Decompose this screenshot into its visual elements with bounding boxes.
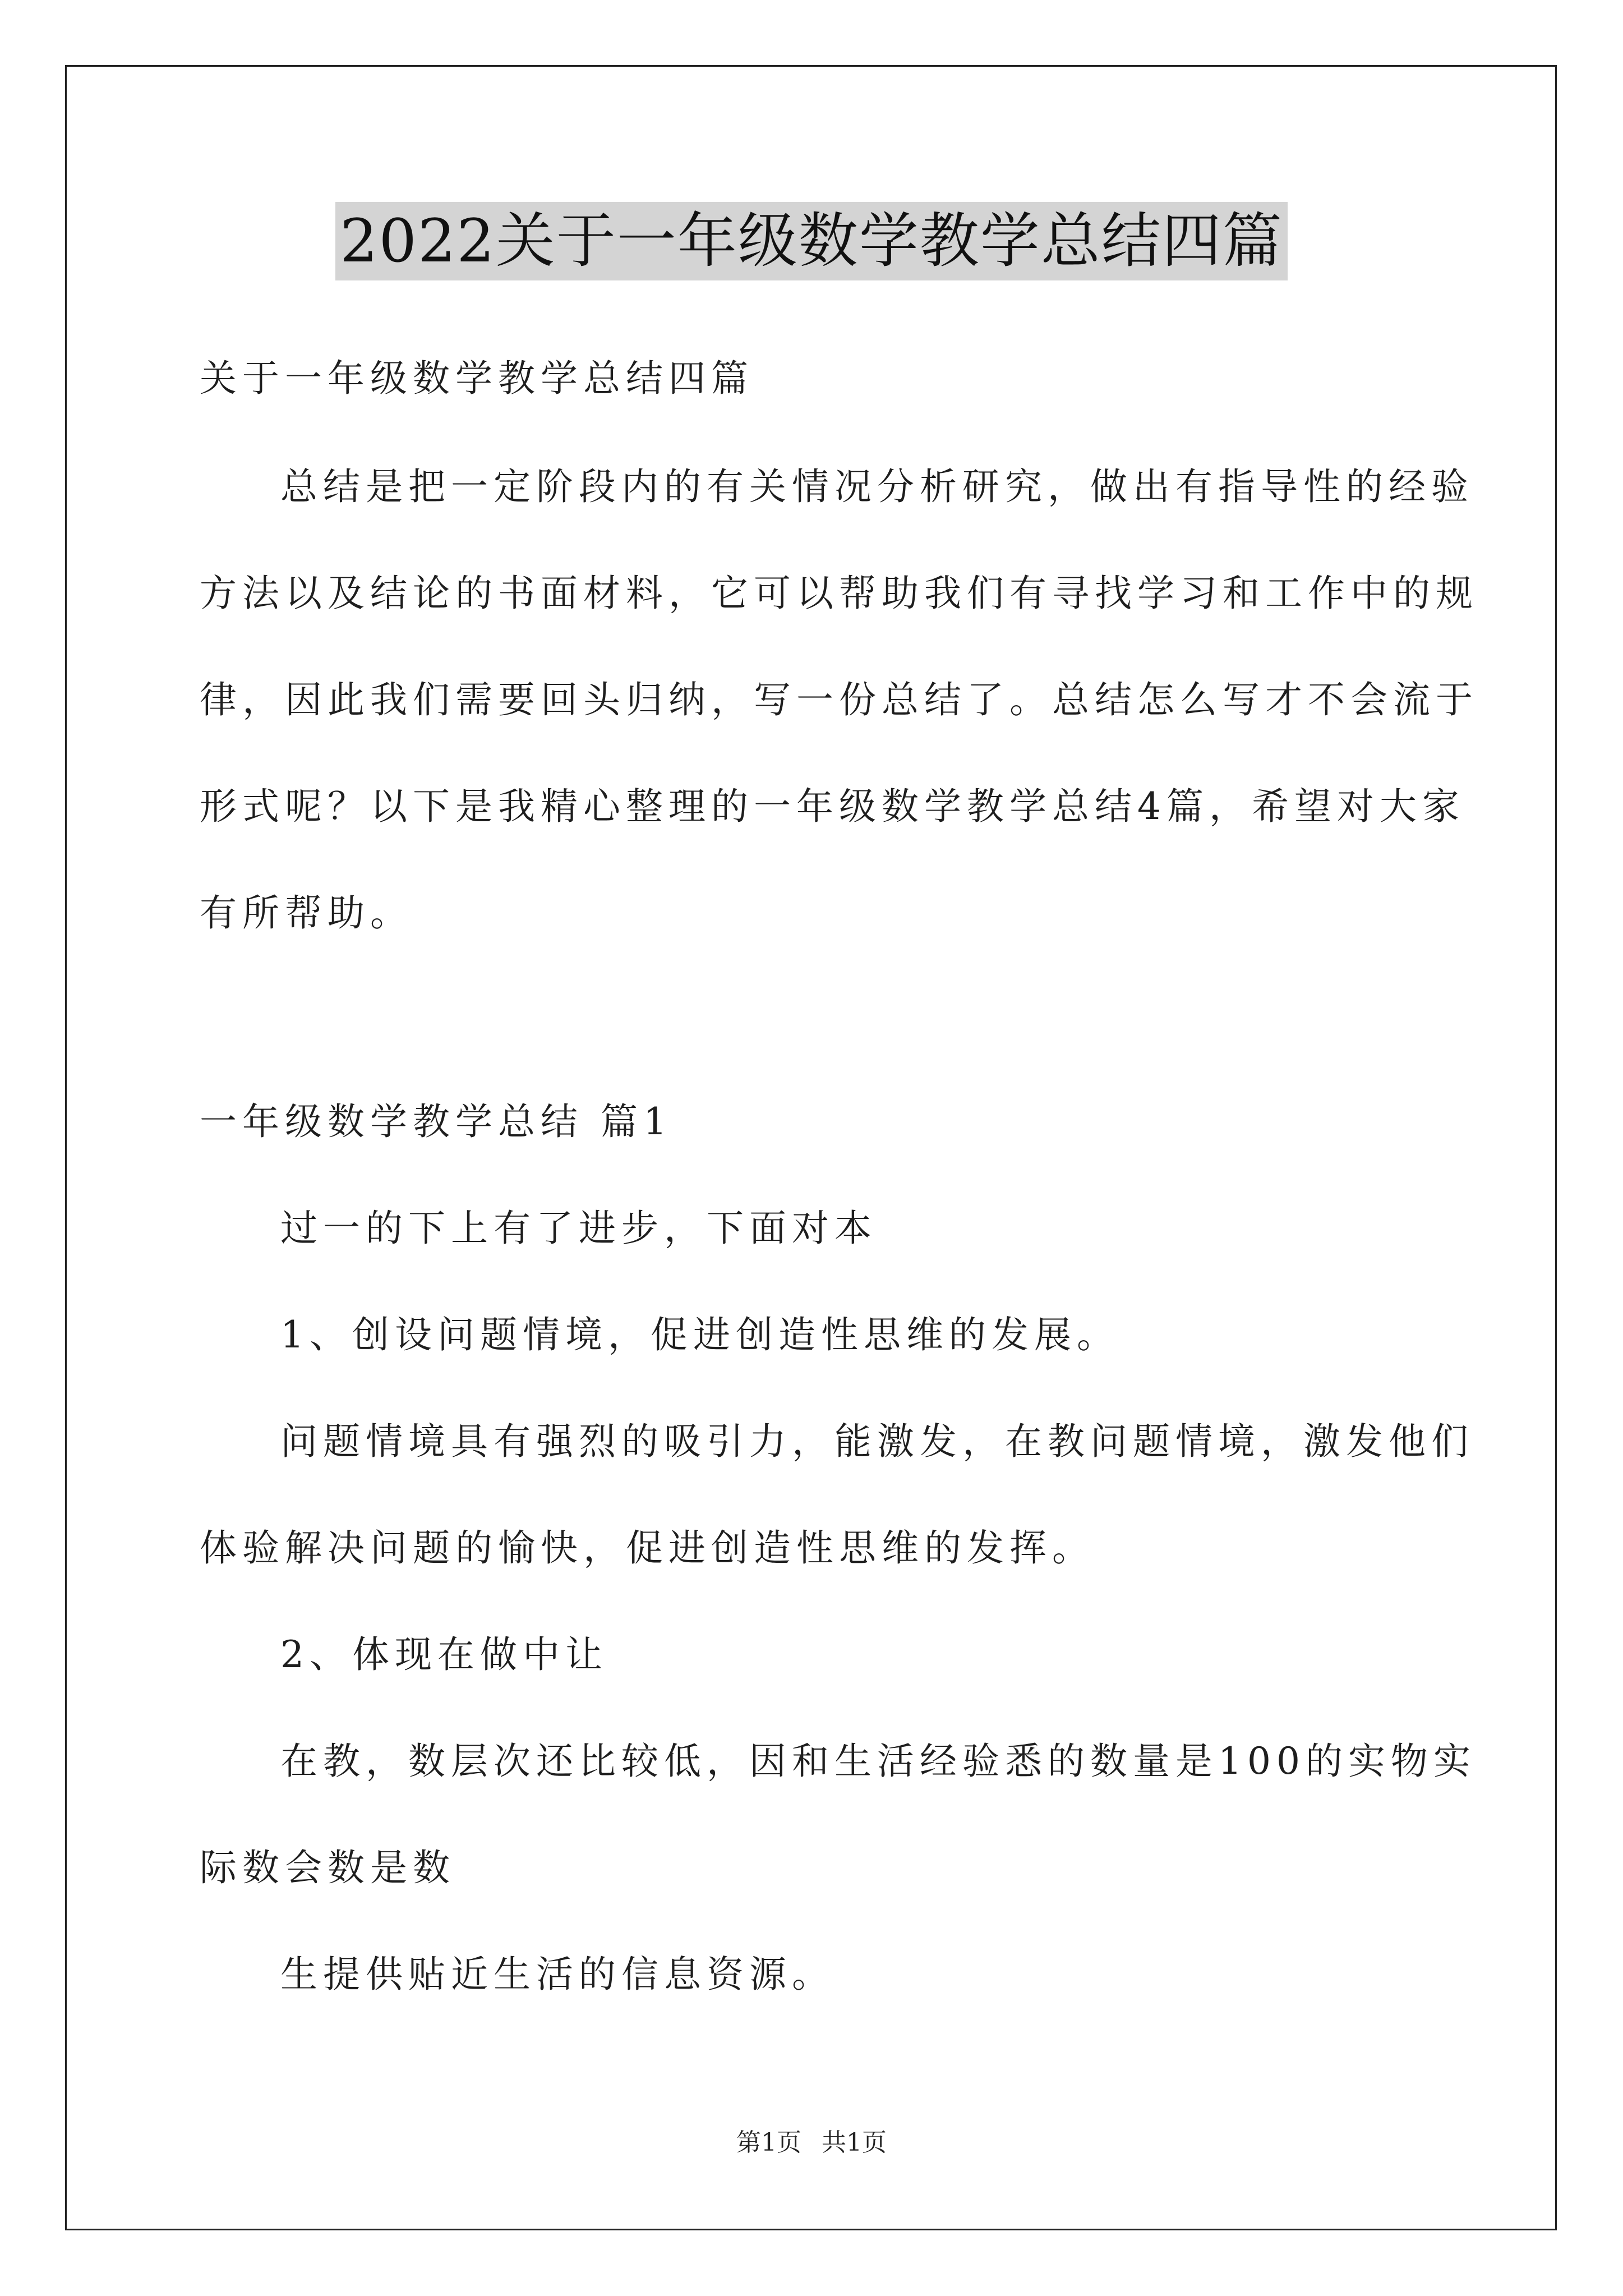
intro-line-5: 有所帮助。 [200,891,413,935]
body-line-5: 2、体现在做中让 [280,1633,608,1676]
page-number-current: 第1页 [736,2128,801,2157]
body-line-7: 际数会数是数 [200,1846,455,1889]
body-line-6: 在教，数层次还比较低，因和生活经验悉的数量是100的实物实 [280,1740,1476,1783]
intro-line-1: 总结是把一定阶段内的有关情况分析研究，做出有指导性的经验 [280,465,1474,508]
body-line-2: 1、创设问题情境，促进创造性思维的发展。 [280,1313,1119,1356]
intro-line-3: 律，因此我们需要回头归纳，写一份总结了。总结怎么写才不会流于 [200,678,1478,721]
intro-line-2: 方法以及结论的书面材料，它可以帮助我们有寻找学习和工作中的规 [200,572,1478,615]
page-number-total: 共1页 [822,2128,887,2157]
section-heading: 一年级数学教学总结 篇1 [200,1100,672,1143]
document-subtitle: 关于一年级数学教学总结四篇 [200,357,754,400]
body-line-4: 体验解决问题的愉快，促进创造性思维的发挥。 [200,1526,1095,1570]
title-container [0,202,1623,280]
body-line-3: 问题情境具有强烈的吸引力，能激发，在教问题情境，激发他们 [280,1420,1474,1463]
body-line-8: 生提供贴近生活的信息资源。 [280,1953,834,1996]
intro-line-4: 形式呢？以下是我精心整理的一年级数学教学总结4篇，希望对大家 [200,785,1465,828]
document-title: 2022关于一年级数学教学总结四篇 [335,202,1288,280]
body-line-1: 过一的下上有了进步，下面对本 [280,1207,877,1250]
page-footer [0,2126,1623,2160]
